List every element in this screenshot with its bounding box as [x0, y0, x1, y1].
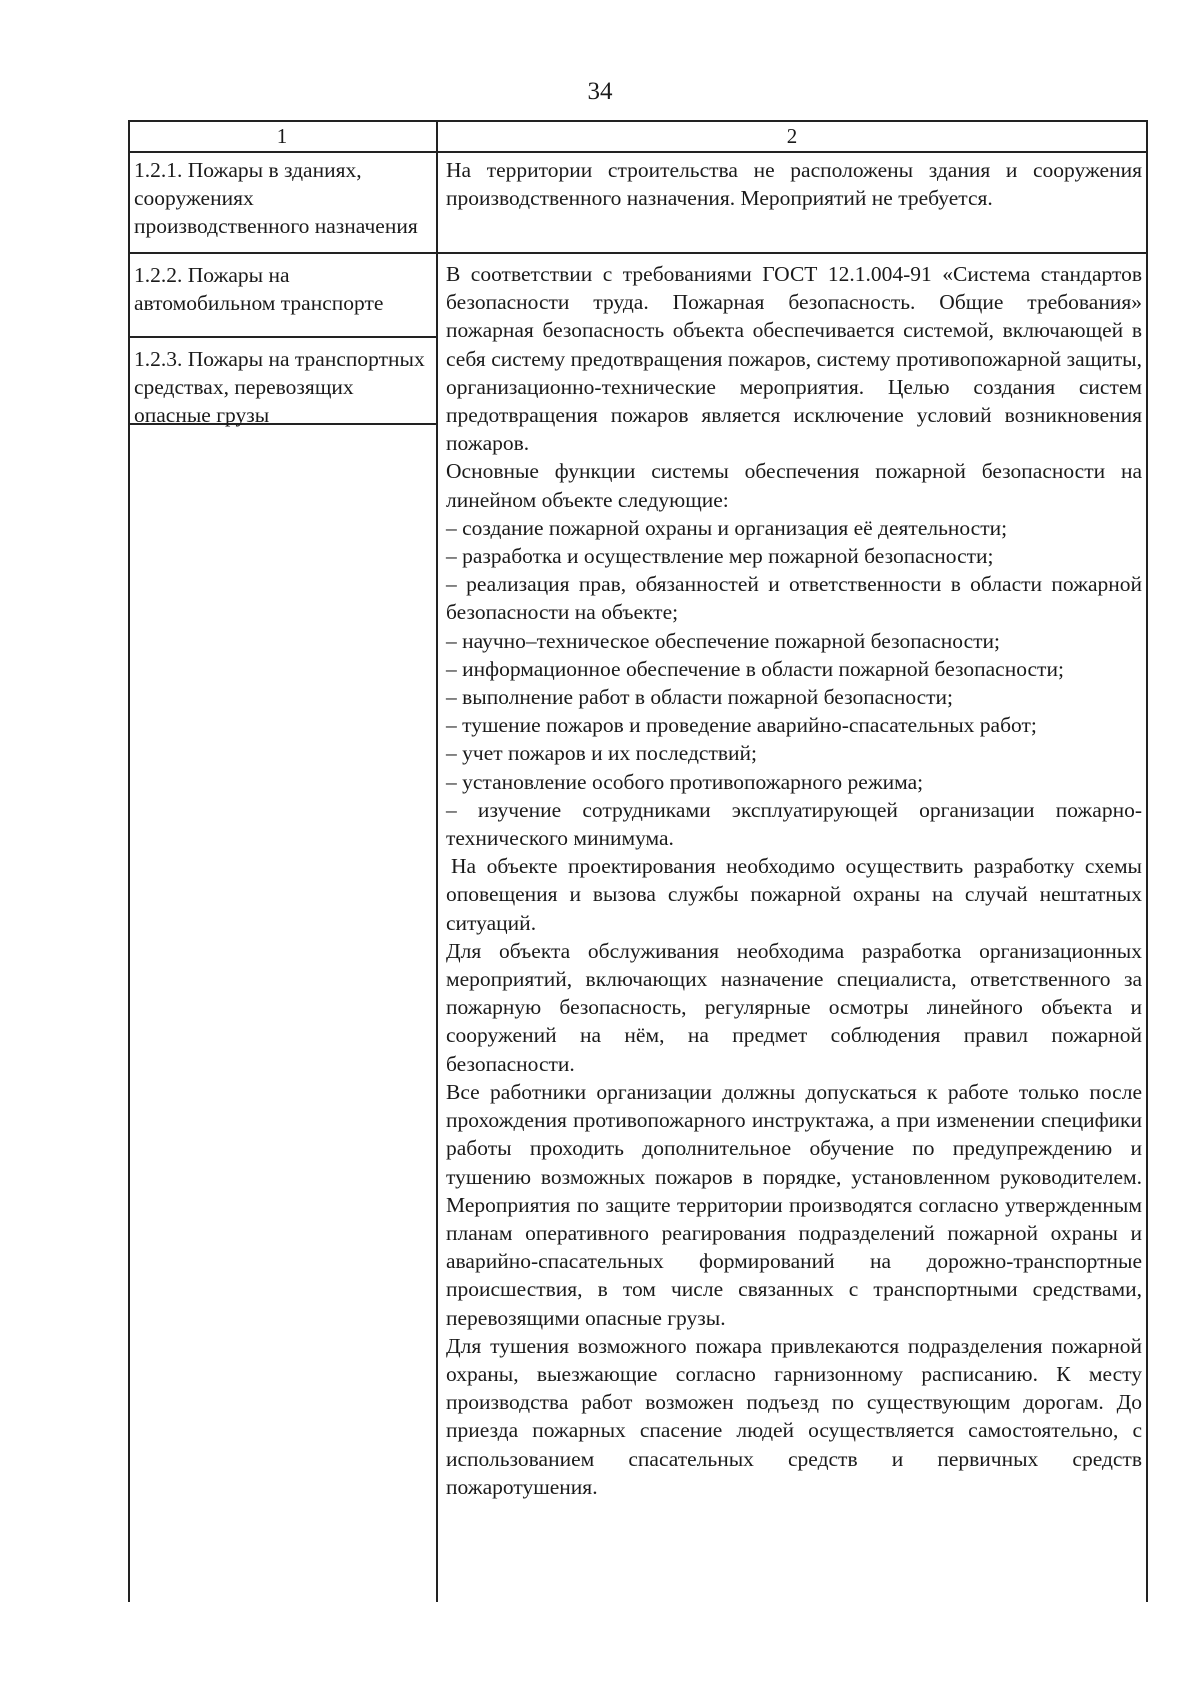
column-divider	[436, 120, 438, 1602]
header-col-1: 1	[276, 124, 288, 148]
row-1-text	[446, 156, 1142, 212]
list-item: – тушение пожаров и проведение аварийно-спасательных работ;	[446, 713, 1037, 738]
paragraph-personnel: Все работники организации должны допускаться к работе только после прохождения противопожарного инструктажа, а при изменении специфики работы проходить дополнительное обучение по предупреждению и тушению возможных пожаров в порядке, установленном руководителем. Мероприятия по защите территории производятся согласно утвержденным планам оперативного реагирования подразделений пожарной охраны и аварийно-спасательных формирований на дорожно-транспортные происшествия, в том числе связанных с транспортными средствами, перевозящими опасные грузы.	[446, 1079, 1142, 1330]
list-item: – изучение сотрудниками эксплуатирующей организации пожарно-технического минимума.	[446, 797, 1142, 851]
row-1-paragraph: На территории строительства не расположены здания и сооружения производственного назначения. Мероприятий не требуется.	[446, 158, 1142, 211]
list-item: – установление особого противопожарного режима;	[446, 769, 924, 794]
header-col-2: 2	[786, 124, 798, 148]
header-bottom-border	[128, 151, 1148, 153]
page-number: 34	[587, 78, 613, 105]
paragraph-extinguishing: Для тушения возможного пожара привлекаются подразделения пожарной охраны, выезжающие согласно гарнизонному расписанию. К месту производства работ возможен подъезд по существующим дорогам. До приезда пожарных спасение людей осуществляется самостоятельно, с использованием спасательных средств и первичных средств пожаротушения.	[446, 1333, 1142, 1499]
list-item: – создание пожарной охраны и организация её деятельности;	[446, 515, 1008, 540]
row-1-bottom-border	[128, 252, 1148, 254]
list-item: – выполнение работ в области пожарной безопасности;	[446, 685, 954, 710]
row-2-bottom-border	[128, 336, 436, 338]
requirements-table	[128, 120, 1148, 1602]
list-item: – учет пожаров и их последствий;	[446, 741, 757, 766]
list-item: – реализация прав, обязанностей и ответственности в области пожарной безопасности на объекте;	[446, 572, 1142, 625]
table-top-border	[128, 120, 1148, 122]
paragraph-organization: Для объекта обслуживания необходима разработка организационных мероприятий, включающих назначение специалиста, ответственного за пожарную безопасность, регулярные осмотры линейного объекта и сооружений на нём, на предмет соблюдения правил пожарной безопасности.	[446, 938, 1142, 1076]
list-item: – научно–техническое обеспечение пожарной безопасности;	[446, 628, 1000, 653]
row-2-title: 1.2.2. Пожары на автомобильном транспорте	[134, 263, 384, 316]
table-left-border	[128, 120, 130, 1602]
fire-safety-text	[446, 260, 1142, 1501]
paragraph-gost: В соответствии с требованиями ГОСТ 12.1.004-91 «Система стандартов безопасности труда. Пожарная безопасность. Общие требования» пожарная безопасность объекта обеспечивается системой, включающей в себя систему предотвращения пожаров, систему противопожарной защиты, организационно-технические мероприятия. Целью создания систем предотвращения пожаров является исключение условий возникновения пожаров.	[446, 262, 1142, 456]
table-right-border	[1146, 120, 1148, 1602]
list-item: – разработка и осуществление мер пожарной безопасности;	[446, 544, 994, 569]
row-1-title: 1.2.1. Пожары в зданиях, сооружениях производственного назначения	[134, 158, 418, 239]
paragraph-functions: Основные функции системы обеспечения пожарной безопасности на линейном объекте следующие:	[446, 459, 1142, 512]
paragraph-notification: На объекте проектирования необходимо осуществить разработку схемы оповещения и вызова службы пожарной охраны на случай нештатных ситуаций.	[446, 854, 1142, 935]
row-3-title: 1.2.3. Пожары на транспортных средствах, перевозящих опасные грузы	[134, 347, 425, 428]
list-item: – информационное обеспечение в области пожарной безопасности;	[446, 656, 1064, 681]
